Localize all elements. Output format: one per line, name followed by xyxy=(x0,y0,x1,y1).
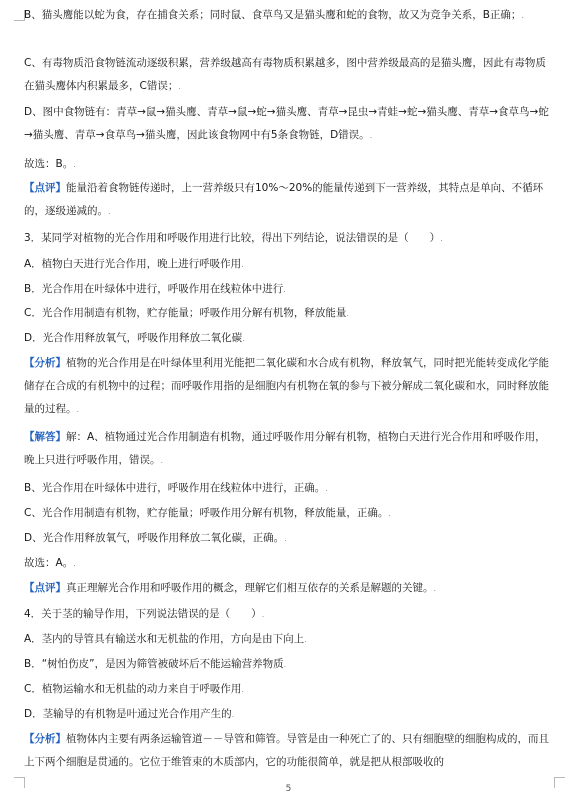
paragraph: 故选：B。. xyxy=(24,158,76,170)
option-a: A．植物白天进行光合作用，晚上进行呼吸作用. xyxy=(24,258,244,270)
option-b: B．光合作用在叶绿体中进行，呼吸作用在线粒体中进行. xyxy=(24,283,286,295)
option-d: D．光合作用释放氧气，呼吸作用释放二氧化碳. xyxy=(24,332,245,344)
paragraph: C、有毒物质沿食物链流动逐级积累，营养级越高有毒物质积累越多，图中营养级最高的是猫头鹰，因此有毒物质在猫头鹰体内积累最多，C错误；. xyxy=(24,57,546,92)
answer-line: B、光合作用在叶绿体中进行，呼吸作用在线粒体中进行，正确。. xyxy=(24,482,328,494)
option-d: D．茎输导的有机物是叶通过光合作用产生的. xyxy=(24,708,235,720)
answer-line: D、光合作用释放氧气，呼吸作用释放二氧化碳，正确。. xyxy=(24,532,287,544)
option-c: C．光合作用制造有机物，贮存能量；呼吸作用分解有机物，释放能量. xyxy=(24,307,349,319)
answer-block: 【解答】解：A、植物通过光合作用制造有机物，通过呼吸作用分解有机物，植物白天进行光合作用和呼吸作用，晚上只进行呼吸作用，错误。. xyxy=(24,431,546,466)
option-c: C．植物运输水和无机盐的动力来自于呼吸作用. xyxy=(24,683,244,695)
option-b: B．“树怕伤皮”，是因为筛管被破坏后不能运输营养物质. xyxy=(24,658,287,670)
paragraph: B、猫头鹰能以蛇为食，存在捕食关系；同时鼠、食草鸟又是猫头鹰和蛇的食物，故又为竞争关系，B正确；. xyxy=(24,9,524,21)
analysis-block: 【分析】植物的光合作用是在叶绿体里利用光能把二氧化碳和水合成有机物，释放氧气，同时把光能转变成化学能储存在合成的有机物中的过程；而呼吸作用指的是细胞内有机物在氧的参与下被分解成二氧化碳和水，同时释放能量的过程。. xyxy=(24,357,549,415)
option-a: A．茎内的导管具有输送水和无机盐的作用，方向是由下向上. xyxy=(24,633,307,645)
answer-line: C、光合作用制造有机物，贮存能量；呼吸作用分解有机物，释放能量，正确。. xyxy=(24,507,391,519)
page-number: 5 xyxy=(285,784,292,794)
comment-block: 【点评】能量沿着食物链传递时，上一营养级只有10%～20%的能量传递到下一营养级，其特点是单向、不循环的，逐级递减的。. xyxy=(24,182,544,217)
comment-block: 【点评】真正理解光合作用和呼吸作用的概念，理解它们相互依存的关系是解题的关键。. xyxy=(24,582,437,594)
answer-choice: 故选：A。. xyxy=(24,557,76,569)
paragraph: D、图中食物链有：青草→鼠→猫头鹰、青草→鼠→蛇→猫头鹰、青草→昆虫→青蛙→蛇→猫头鹰、青草→食草鸟→蛇→猫头鹰、青草→食草鸟→猫头鹰，因此该食物网中有5条食物链，D错误。. xyxy=(24,106,549,141)
analysis-block: 【分析】植物体内主要有两条运输管道－－导管和筛管。导管是由一种死亡了的、只有细胞壁的细胞构成的，而且上下两个细胞是贯通的。它位于维管束的木质部内，它的功能很简单，就是把从根部吸收的 xyxy=(24,733,549,768)
question-title: 3．某同学对植物的光合作用和呼吸作用进行比较，得出下列结论，说法错误的是（ ）. xyxy=(24,232,443,244)
question-title: 4．关于茎的输导作用，下列说法错误的是（ ）. xyxy=(24,608,265,620)
